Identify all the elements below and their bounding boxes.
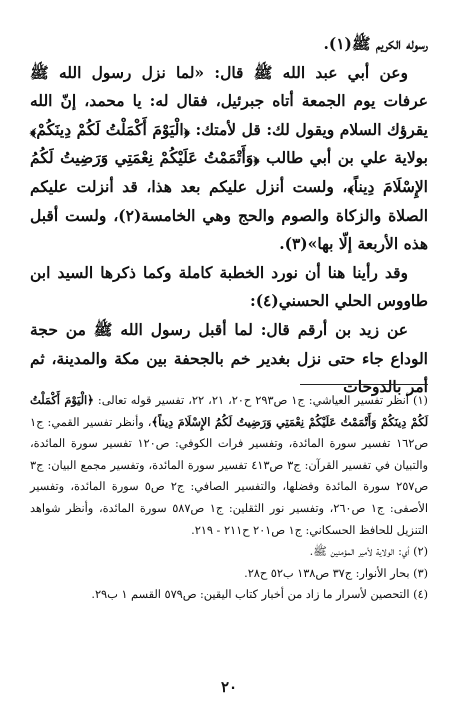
footnote-2: (٢) أي: الولاية لأمير المؤمنين ﷺ. [309,545,428,559]
footnotes [30,390,428,606]
paragraph-2-text-c: ، ولست أنزل عليكم بعد هذا، قد أنزلت عليكم الصلاة والزكاة والصوم والحج وهي الخامسة(٢)، ولست أقبل هذه الأربعة إلّا بها»(٣). [30,176,429,254]
quran-quote-2: ﴿وَأَتْمَمْتُ عَلَيْكُمْ نِعْمَتِي وَرَضِيتُ لَكُمُ الإِسْلَامَ دِيناً﴾ [30,148,428,196]
paragraph-3: وقد رأينا هنا أن نورد الخطبة كاملة وكما ذكرها السيد ابن طاووس الحلي الحسني(٤): [30,262,428,311]
paragraph-4: عن زيد بن أرقم قال: لما أقبل رسول الله ﷺ من حجة الوداع جاء حتى نزل بغدير خم بالجحفة بين مكة والمدينة، ثم أمر بالدوحات [30,319,428,397]
footnote-1-quote: ﴿الْيَوْمَ أَكْمَلْتُ لَكُمْ دِينَكُمْ وَأَتْمَمْتُ عَلَيْكُمْ نِعْمَتِي وَرَضِيتُ لَكُمُ الإِسْلَامَ دِيناً﴾ [30,393,429,429]
footnote-4: (٤) التحصين لأسرار ما زاد من أخبار كتاب اليقين: ص٥٧٩ القسم ١ ب٢٩. [91,588,428,602]
page-number: ٢٠ [220,678,238,696]
paragraph-2-text-a: وعن أبي عبد الله ﷺ قال: «لما نزل رسول الله ﷺ عرفات يوم الجمعة أتاه جبرئيل، فقال له: يا محمد، إنّ الله يقرؤك السلام ويقول لك: قل لأمتك: [30,62,428,139]
footnote-1-text-a: (١) أنظر تفسير العياشي: ج١ ص٢٩٣ ح٢٠، ٢١، ٢٢، تفسير قوله تعالى: [93,394,428,407]
paragraph-2 [30,59,428,259]
footnote-3: (٣) بحار الأنوار: ج٣٧ ص١٣٨ ب٥٢ ح٢٨. [244,566,428,580]
paragraph-1: رسوله الكريم ﷺ(١). [323,34,428,53]
quran-quote-1: ﴿الْيَوْمَ أَكْمَلْتُ لَكُمْ دِينَكُمْ﴾ [30,119,190,139]
paragraph-2-text-b: بولاية علي بن أبي طالب [259,148,428,168]
main-text [30,30,428,402]
footnote-divider [300,384,428,385]
footnote-1 [30,390,428,541]
footnote-1-text-b: ، وأنظر تفسير القمي: ج١ ص١٦٢ تفسير سورة المائدة، وتفسير فرات الكوفي: ص١٢٠ تفسير سورة المائدة، والتبيان في تفسير القرآن: ج٣ ص٤١٣ تفسير سورة المائدة، وتفسير مجمع البيان: ج٣ ص٢٥٧ سورة المائدة وفضلها، والتفسير الصافي: ج٢ ص٥ سورة المائدة، وتفسير الأصفى: ج١ ص٢٦٠، وتفسير نور الثقلين: ج١ ص٥٨٧ سورة المائدة، وأنظر شواهد التنزيل للحافظ الحسكاني: ج١ ص٢٠١ ح٢١١ - ٢١٩. [30,415,429,537]
